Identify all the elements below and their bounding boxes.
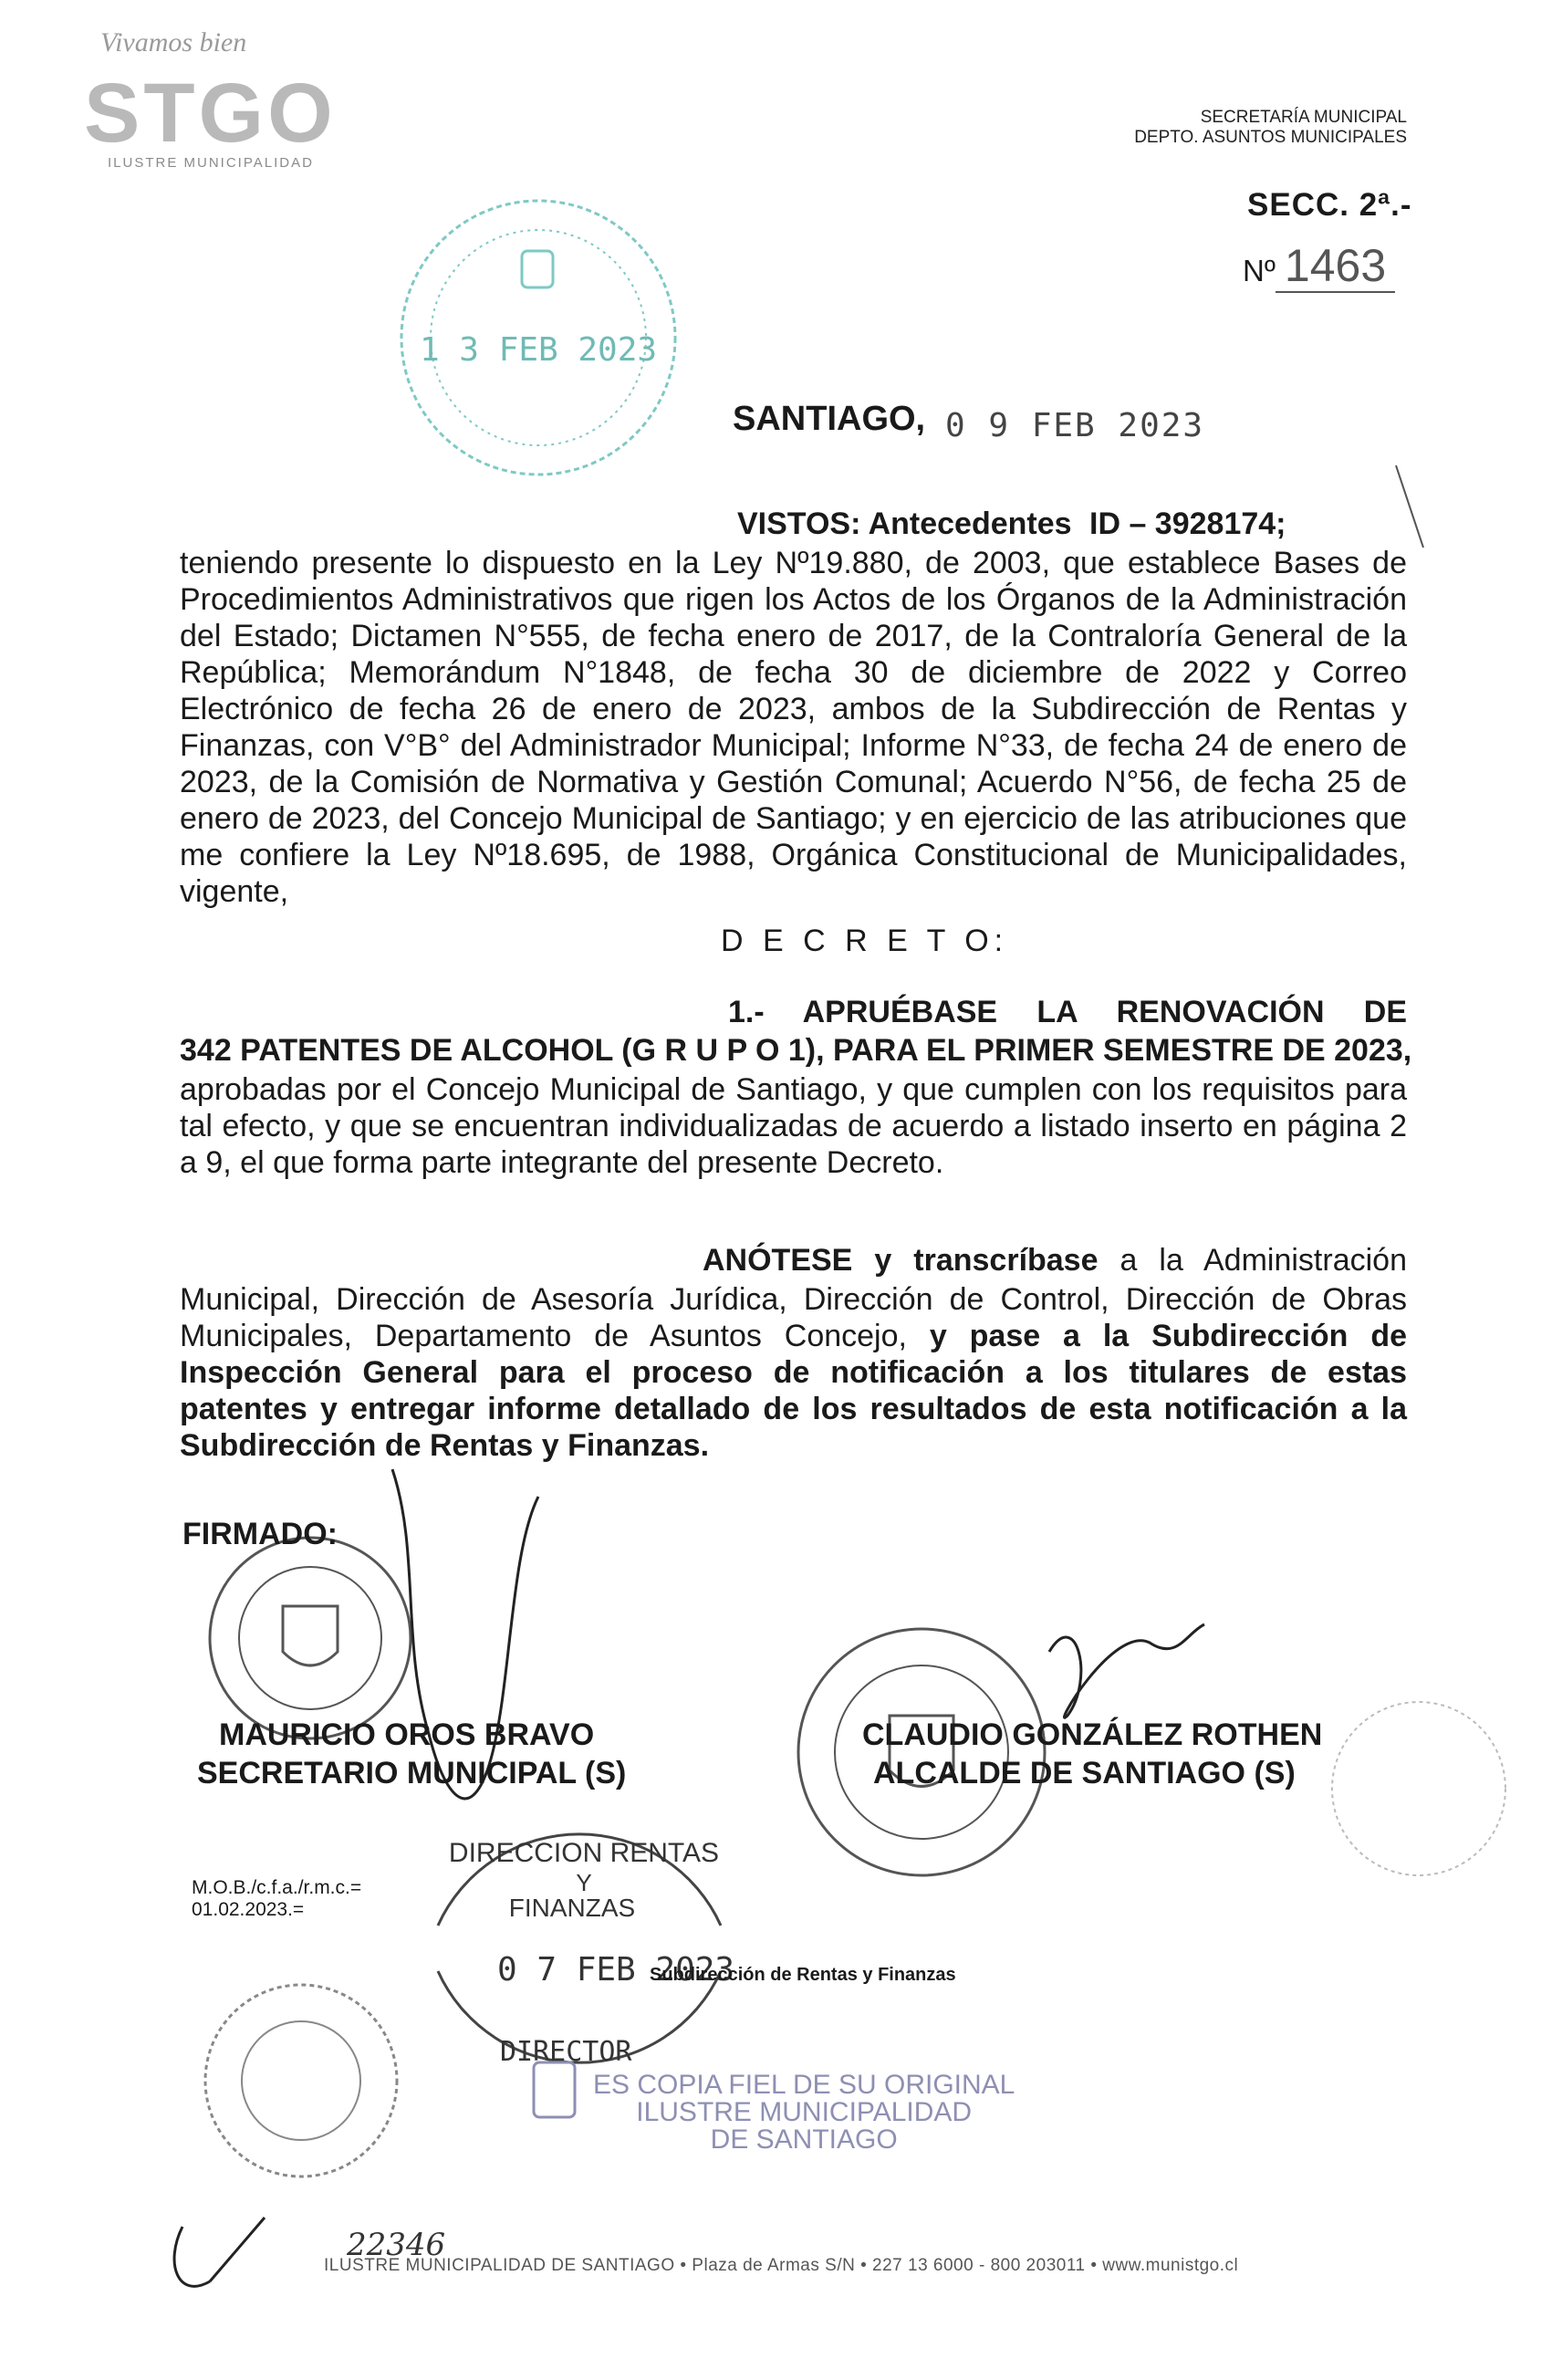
department-header bbox=[1134, 108, 1407, 148]
number-label: Nº bbox=[1243, 254, 1276, 287]
drafter-initials bbox=[192, 1877, 361, 1921]
vistos-label: VISTOS: Antecedentes bbox=[737, 506, 1072, 541]
mayor-signature-block bbox=[862, 1716, 1322, 1792]
transcribase-word: transcríbase bbox=[913, 1243, 1099, 1278]
mayor-signature bbox=[1049, 1624, 1204, 1717]
vistos-heading bbox=[737, 506, 1412, 542]
number-value: 1463 bbox=[1276, 240, 1395, 293]
anotese-text-normal: Municipal, Dirección de Asesoría Jurídica, Dirección de Control, Dirección de Obras Municipales, Departamento de Asuntos Concejo, bbox=[180, 1282, 1407, 1353]
department-line-2: DEPTO. ASUNTOS MUNICIPALES bbox=[1134, 128, 1407, 147]
anotese-heading bbox=[703, 1243, 1407, 1279]
handwritten-number: 22346 bbox=[347, 2227, 446, 2263]
article-1-heading: 1.- APRUÉBASE LA RENOVACIÓN DE bbox=[728, 995, 1407, 1029]
reception-stamp bbox=[401, 201, 675, 475]
article-1-heading-line-2: 342 PATENTES DE ALCOHOL (G R U P O 1), PARA EL PRIMER SEMESTRE DE 2023, bbox=[180, 1033, 1412, 1068]
logo-slogan: Vivamos bien bbox=[100, 27, 247, 57]
rentas-stamp-director: DIRECTOR bbox=[500, 2036, 632, 2068]
initials-line-2: 01.02.2023.= bbox=[192, 1899, 305, 1920]
section-label: SECC. 2ª.- bbox=[1247, 187, 1412, 223]
anotese-tail: a la Administración bbox=[1119, 1243, 1407, 1278]
copia-fiel-shield-icon bbox=[534, 2062, 575, 2117]
faint-seal-right bbox=[1332, 1702, 1505, 1875]
reception-stamp-date: 1 3 FEB 2023 bbox=[419, 331, 658, 369]
department-line-1: SECRETARÍA MUNICIPAL bbox=[1200, 108, 1407, 127]
vistos-text: teniendo presente lo dispuesto en la Ley Nº19.880, de 2003, que establece Bases de Procedimientos Administrativos que rigen los Actos de los Órganos de la Administración del Estado; Dictamen N°555, de fecha enero de 2017, de la Contraloría General de la República; Memorándum N°1848, de fecha 30 de diciembre de 2022 y Correo Electrónico de fecha 26 de enero de 2023, ambos de la Subdirección de Rentas y Finanzas, con V°B° del Administrador Municipal; Informe N°33, de fecha 24 de enero de 2023, de la Comisión de Normativa y Gestión Comunal; Acuerdo N°56, de fecha 25 de enero de 2023, del Concejo Municipal de Santiago; y en ejercicio de las atribuciones que me confiere la Ley Nº18.695, de 1988, Orgánica Constitucional de Municipalidades, vigente, bbox=[180, 546, 1407, 909]
rentas-stamp-subdireccion: Subdirección de Rentas y Finanzas bbox=[650, 1965, 956, 1985]
asuntos-municipales-seal bbox=[205, 1985, 397, 2176]
secretary-seal bbox=[210, 1538, 411, 1738]
date-stamp: 0 9 FEB 2023 bbox=[945, 407, 1205, 444]
anotese-word: ANÓTESE bbox=[703, 1243, 853, 1278]
municipality-logo: STGO bbox=[84, 67, 337, 160]
mayor-title: ALCALDE DE SANTIAGO (S) bbox=[873, 1756, 1296, 1790]
vistos-id: ID – 3928174; bbox=[1089, 506, 1286, 541]
anotese-text bbox=[180, 1281, 1407, 1464]
secretary-signature-block bbox=[197, 1716, 627, 1792]
anotese-text-bold: y pase a la Subdirección de Inspección General para el proceso de notificación a los titulares de estas patentes y entregar informe detallado de los resultados de esta notificación a la Subdirección de Rentas y Finanzas. bbox=[180, 1319, 1408, 1463]
rentas-finanzas-stamp bbox=[438, 1834, 734, 2068]
rentas-stamp-arc-text: DIRECCION RENTAS bbox=[448, 1838, 720, 1868]
secretary-title: SECRETARIO MUNICIPAL (S) bbox=[197, 1756, 627, 1790]
mayor-name: CLAUDIO GONZÁLEZ ROTHEN bbox=[862, 1717, 1323, 1752]
rentas-stamp-finanzas: FINANZAS bbox=[508, 1894, 636, 1922]
rentas-stamp-y: Y bbox=[576, 1869, 592, 1896]
footer-contact: ILUSTRE MUNICIPALIDAD DE SANTIAGO • Plaza de Armas S/N • 227 13 6000 - 800 203011 • www.munistgo.cl bbox=[324, 2256, 1239, 2275]
anotese-y: y bbox=[874, 1243, 892, 1278]
article-1-text: aprobadas por el Concejo Municipal de Santiago, y que cumplen con los requisitos para tal efecto, y que se encuentran individualizadas de acuerdo a listado inserto en página 2 a 9, el que forma parte integrante del presente Decreto. bbox=[180, 1072, 1407, 1180]
firmado-label: FIRMADO: bbox=[182, 1517, 338, 1551]
copia-line-2: ILUSTRE MUNICIPALIDAD bbox=[636, 2097, 973, 2127]
copia-line-1: ES COPIA FIEL DE SU ORIGINAL bbox=[593, 2070, 1015, 2100]
logo-subtitle: ILUSTRE MUNICIPALIDAD bbox=[108, 155, 314, 171]
initials-line-1: M.O.B./c.f.a./r.m.c.= bbox=[192, 1877, 362, 1898]
handwritten-mark bbox=[174, 2218, 265, 2286]
rentas-stamp-date: 0 7 FEB 2023 bbox=[497, 1951, 735, 1989]
secretary-name: MAURICIO OROS BRAVO bbox=[219, 1717, 595, 1752]
decree-number bbox=[1243, 239, 1395, 292]
place-label: SANTIAGO, bbox=[733, 400, 926, 438]
copia-line-3: DE SANTIAGO bbox=[710, 2124, 898, 2155]
copia-fiel-stamp bbox=[593, 2072, 1015, 2154]
decreto-title: D E C R E T O: bbox=[721, 924, 1009, 958]
